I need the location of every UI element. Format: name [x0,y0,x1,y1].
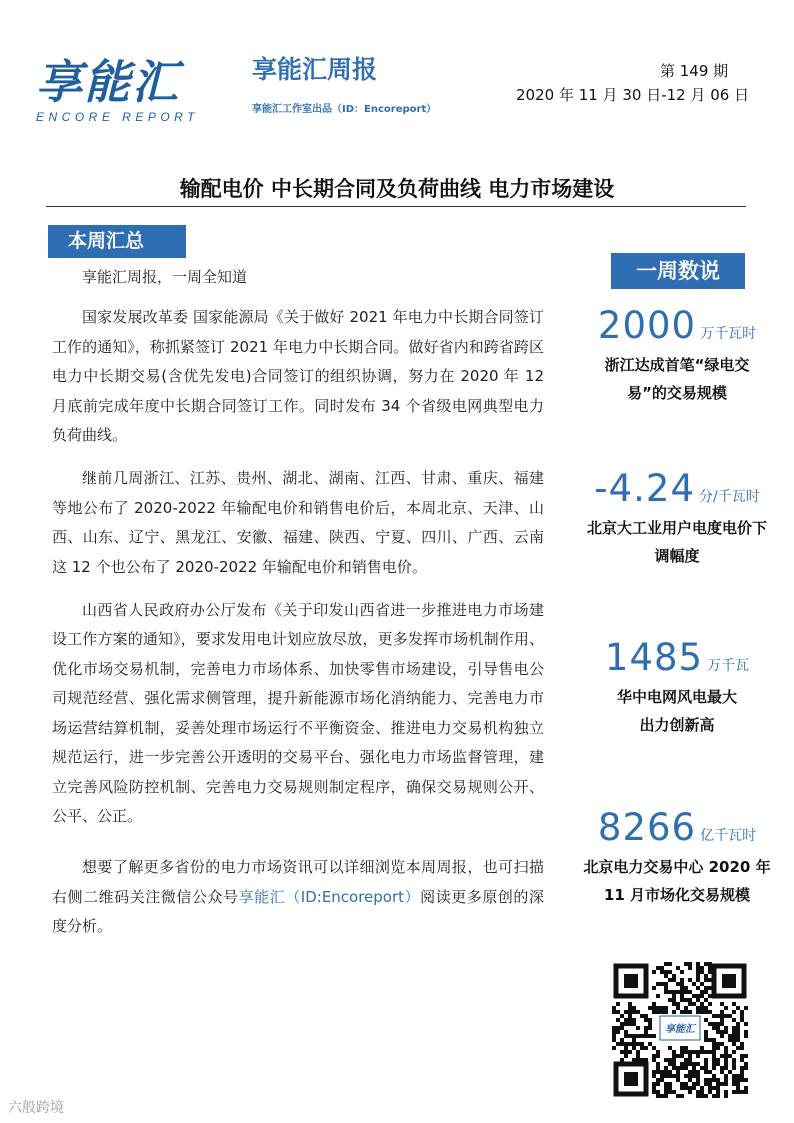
logo-wordmark: 享能汇 [36,55,180,109]
report-title: 享能汇周报 [252,55,378,84]
stat-description [560,351,794,407]
stat-description [560,514,794,570]
date-range: 2020 年 11 月 30 日-12 月 06 日 [516,86,750,104]
section-tag-summary: 本周汇总 [48,225,186,258]
summary-closing [52,853,544,941]
stat-desc-line: 华中电网风电最大 [616,688,737,706]
headline: 输配电价 中长期合同及负荷曲线 电力市场建设 [179,177,615,201]
stat-desc-line: 北京电力交易中心 2020 年 [583,858,771,876]
stat-description [560,853,794,909]
stat-desc-line: 调幅度 [654,547,700,565]
section-tag-stats: 一周数说 [611,253,745,289]
stat-item [560,467,794,570]
summary-paragraph: 国家发展改革委 国家能源局《关于做好 2021 年电力中长期合同签订工作的通知》，称抓紧签订 2021 年电力中长期合同。做好省内和跨省跨区电力中长期交易(含优先发电)合同签订的组织协调，努力在 2020 年 12 月底前完成年度中长期合同签订工作。同时发布 34 个省级电网典型电力负荷曲线。 [52,308,544,445]
stat-desc-line: 易”的交易规模 [627,384,727,402]
stat-item [560,806,794,909]
stat-unit: 亿千瓦时 [700,828,757,844]
closing-text-end: 阅读更多原创的深度分析。 [52,887,544,936]
issue-number: 第 149 期 [660,62,729,80]
summary-paragraph: 山西省人民政府办公厅发布《关于印发山西省进一步推进电力市场建设工作方案的通知》，要求发用电计划应放尽放，更多发挥市场机制作用、优化市场交易机制，完善电力市场体系、加快零售市场建设，引导售电公司规范经营、强化需求侧管理，提升新能源市场化消纳能力、完善电力市场运营结算机制，妥善处理市场运行不平衡资金、推进电力交易机构独立规范运行，进一步完善公开透明的交易平台、强化电力市场监督管理，建立完善风险防控机制、完善电力交易规则制定程序，确保交易规则公开、公平、公正。 [52,601,544,825]
stat-value: 1485 [604,636,704,679]
stat-description [560,683,794,739]
stat-value: -4.24 [594,467,695,510]
stat-unit: 万千瓦 [707,658,750,674]
stat-desc-line: 北京大工业用户电度电价下 [586,519,767,537]
stat-unit: 分/千瓦时 [699,489,760,505]
report-publisher: 享能汇工作室出品（ID：Encoreport） [252,104,437,115]
divider [46,206,746,207]
stat-desc-line: 11 月市场化交易规模 [603,886,751,904]
stat-value: 2000 [597,304,697,347]
closing-text: 想要了解更多省份的电力市场资讯可以详细浏览本周周报，也可扫描右侧二维码关注微信公众号 [52,858,544,906]
watermark: 六般跨境 [8,1100,64,1116]
stat-desc-line: 出力创新高 [639,716,715,734]
stat-item [560,304,794,407]
summary-paragraph: 继前几周浙江、江苏、贵州、湖北、湖南、江西、甘肃、重庆、福建等地公布了 2020-2022 年输配电价和销售电价后，本周北京、天津、山西、山东、辽宁、黑龙江、安徽、福建、陕西、宁夏、四川、广西、云南这 12 个也公布了 2020-2022 年输配电价和销售电价。 [52,469,544,576]
logo [36,56,226,128]
qr-code[interactable] [612,962,748,1098]
stat-value: 8266 [597,806,697,849]
stat-unit: 万千瓦时 [700,326,757,342]
wechat-account-link[interactable]: 享能汇（ID:Encoreport） [238,887,421,906]
summary-intro: 享能汇周报，一周全知道 [82,268,248,286]
stat-item [560,636,794,739]
qr-center-logo: 享能汇 [665,1024,695,1035]
logo-tagline: ENCORE REPORT [36,110,199,124]
summary-content [52,263,544,956]
stat-desc-line: 浙江达成首笔“绿电交 [604,356,750,374]
